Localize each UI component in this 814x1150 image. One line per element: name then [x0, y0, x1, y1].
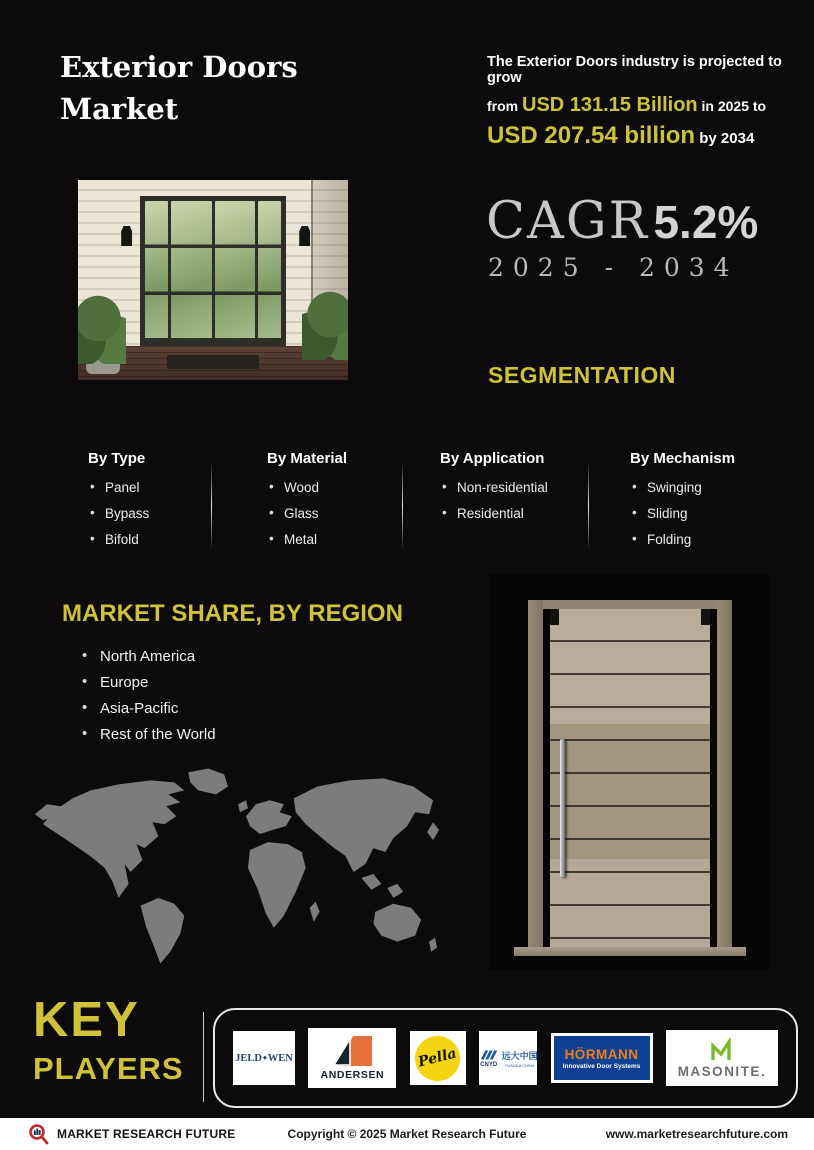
segment-item: • Swinging: [630, 480, 770, 495]
segment-item: • Glass: [267, 506, 397, 521]
region-item: • Asia-Pacific: [80, 700, 216, 717]
projection-line3: [487, 122, 802, 150]
cagr-label: CAGR: [486, 192, 649, 251]
door-sill: [514, 947, 746, 956]
segment-item: • Panel: [88, 480, 208, 495]
doormat: [167, 355, 259, 369]
masonite-logo-icon: [708, 1038, 736, 1062]
segment-group-title: By Application: [440, 450, 545, 467]
column-divider: [402, 462, 403, 550]
region-item: • North America: [80, 648, 216, 665]
lantern-icon: [121, 226, 132, 246]
key-players-divider: [203, 1012, 204, 1102]
cagr-block: [486, 192, 758, 251]
door-panel-right: [215, 201, 256, 341]
segment-item: • Residential: [440, 506, 590, 521]
projection-end-label: by 2034: [699, 130, 755, 147]
yuanda-mark-col: [479, 1049, 499, 1068]
footer-brand-text: MARKET RESEARCH FUTURE: [57, 1127, 236, 1141]
segment-group-by-type: [88, 450, 208, 558]
footer-copyright: Copyright © 2025 Market Research Future: [287, 1127, 527, 1141]
yuanda-abbr-text: CNYD: [480, 1061, 498, 1068]
yuanda-logo-row: [479, 1049, 538, 1068]
projection-mid-label: in 2025 to: [701, 98, 767, 114]
key-players-line1: KEY: [33, 993, 140, 1047]
world-map-graphic: [33, 760, 451, 965]
cagr-value: 5.2%: [653, 196, 759, 248]
hormann-logo: [551, 1033, 653, 1083]
jeldwen-logo-text: [235, 1053, 293, 1064]
french-door: [140, 196, 286, 346]
page-title-line1: Exterior Doors: [60, 50, 298, 84]
segment-item: • Bifold: [88, 532, 208, 547]
jeldwen-part2: WEN: [267, 1052, 293, 1064]
projection-value-2034: USD 207.54 billion: [487, 122, 696, 149]
segment-group-title: By Type: [88, 450, 146, 467]
andersen-logo: [308, 1028, 396, 1088]
door-slab: [550, 609, 710, 947]
door-handle: [560, 739, 565, 877]
footer-website-link: www.marketresearchfuture.com: [605, 1127, 788, 1141]
lantern-icon: [299, 226, 310, 246]
region-item: • Europe: [80, 674, 216, 691]
yuanda-sub-text: YUANDA CHINA: [504, 1062, 535, 1068]
segment-item: • Sliding: [630, 506, 770, 521]
segment-group-by-mechanism: [630, 450, 770, 558]
projection-line1: The Exterior Doors industry is projected to grow: [487, 54, 782, 86]
masonite-logo: [666, 1030, 778, 1086]
projection-statement: [487, 54, 802, 150]
diamond-icon: ◆: [262, 1055, 267, 1061]
yuanda-china-logo: [479, 1031, 537, 1085]
door-frame-beam: [528, 600, 732, 609]
jeldwen-logo: [233, 1031, 295, 1085]
yuanda-chinese-text: 远大中国: [501, 1050, 538, 1061]
pella-logo-text: Pella: [417, 1045, 459, 1071]
key-players-line2: PLAYERS: [33, 1051, 184, 1086]
projection-line2: [487, 94, 802, 117]
door-frame-post: [528, 600, 543, 947]
plant-icon: [302, 290, 348, 360]
segment-item: • Folding: [630, 532, 770, 547]
column-divider: [588, 462, 589, 550]
key-players-panel: [213, 1008, 798, 1108]
segment-item: • Metal: [267, 532, 397, 547]
footer-bar: [0, 1118, 814, 1150]
projection-value-2025: USD 131.15 Billion: [522, 94, 698, 116]
segment-group-title: By Material: [267, 450, 348, 467]
key-players-heading: [33, 993, 184, 1086]
door-panel-left: [171, 201, 212, 341]
page-title: [60, 46, 298, 130]
segment-group-by-application: [440, 450, 590, 532]
yuanda-logo-icon: [479, 1049, 499, 1061]
region-item: • Rest of the World: [80, 726, 216, 743]
door-sidelite-right: [258, 201, 281, 341]
segment-item: • Bypass: [88, 506, 208, 521]
segment-group-by-material: [267, 450, 397, 558]
hormann-logo-inner: [554, 1036, 650, 1080]
andersen-logo-icon: [332, 1036, 372, 1066]
segment-group-title: By Mechanism: [630, 450, 736, 467]
segment-item: • Wood: [267, 480, 397, 495]
masonite-logo-text: MASONITE.: [677, 1063, 767, 1079]
hormann-logo-text: HÖRMANN: [564, 1046, 639, 1062]
door-sidelite-left: [145, 201, 168, 341]
door-frame-post: [717, 600, 732, 947]
pella-logo-icon: [415, 1036, 460, 1081]
yuanda-text-col: [502, 1049, 538, 1068]
hormann-tagline: Innovative Door Systems: [562, 1062, 641, 1070]
plant-icon: [78, 294, 126, 364]
andersen-logo-text: ANDERSEN: [320, 1068, 385, 1081]
segment-item: • Non-residential: [440, 480, 590, 495]
modern-door-image: [490, 574, 770, 970]
column-divider: [211, 462, 212, 550]
projection-from-label: from: [487, 98, 519, 114]
region-list: [80, 648, 216, 752]
pella-logo: [410, 1031, 466, 1085]
entrance-photo: [78, 180, 348, 380]
segmentation-heading: SEGMENTATION: [488, 362, 676, 388]
market-share-heading: MARKET SHARE, BY REGION: [62, 600, 403, 627]
page-title-line2: Market: [60, 92, 179, 127]
jeldwen-part1: JELD: [235, 1052, 262, 1064]
cagr-period: 2025 - 2034: [488, 253, 739, 282]
